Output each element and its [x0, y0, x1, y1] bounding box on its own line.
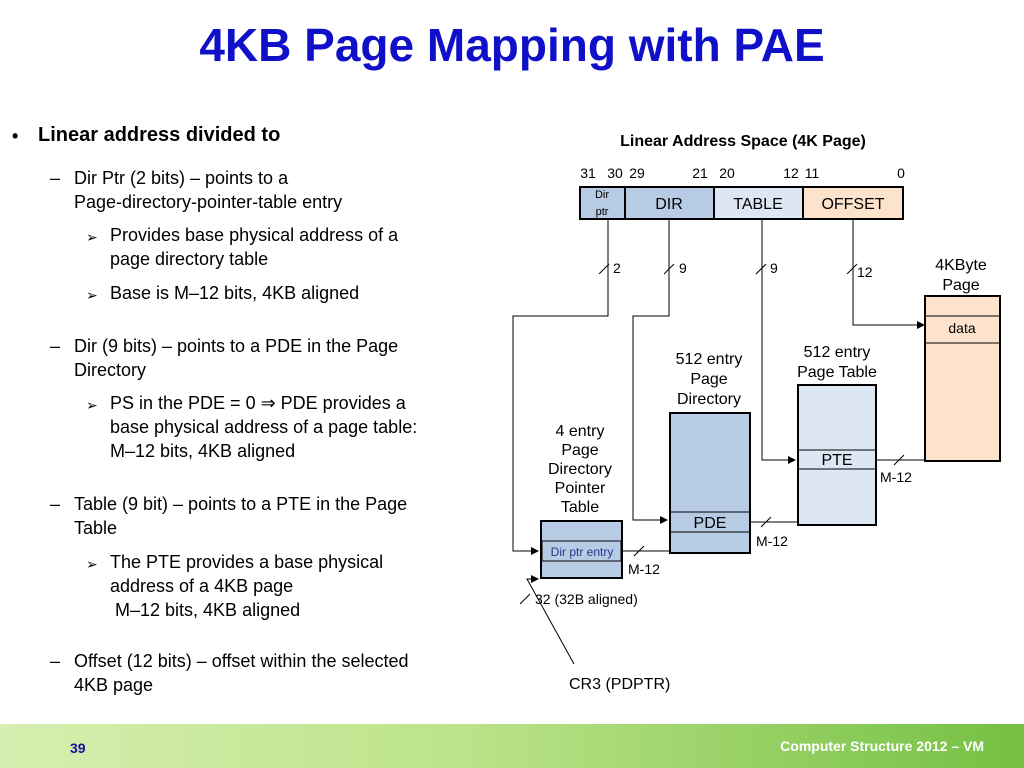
- slide-title: 4KB Page Mapping with PAE: [199, 19, 825, 71]
- pd-label-2: Page: [690, 371, 728, 388]
- bit-30: 30: [607, 165, 623, 181]
- pdpt-label-2: Page: [561, 442, 599, 459]
- bit-0: 0: [897, 165, 905, 181]
- page-label-2: Page: [942, 277, 980, 294]
- width-slash: [756, 264, 766, 274]
- table-sub1-line2: address of a 4KB page: [110, 576, 294, 596]
- pdpt-entry-label: Dir ptr entry: [550, 545, 614, 559]
- width-slash: [520, 594, 530, 604]
- m12-label-pte: M-12: [880, 469, 912, 485]
- bit-20: 20: [719, 165, 735, 181]
- dirptr-sub2: Base is M–12 bits, 4KB aligned: [110, 283, 360, 303]
- dirptr-line1: Dir Ptr (2 bits) – points to a: [74, 168, 289, 188]
- field-table-label: TABLE: [733, 196, 783, 213]
- bit-29: 29: [629, 165, 645, 181]
- offset-line2: 4KB page: [74, 675, 154, 695]
- dirptr-sub1-line1: Provides base physical address of a: [110, 225, 399, 245]
- arrow-bullet-icon: ➢: [86, 556, 98, 572]
- table-arrow: [762, 220, 795, 460]
- dash-marker: –: [50, 494, 61, 514]
- data-label: data: [948, 320, 976, 336]
- bit-21: 21: [692, 165, 708, 181]
- dir-line2: Directory: [74, 360, 147, 380]
- width-9-dir: 9: [679, 260, 687, 276]
- main-bullet: Linear address divided to: [38, 124, 281, 146]
- table-sub1-line3: M–12 bits, 4KB aligned: [110, 600, 301, 620]
- table-line2: Table: [74, 518, 118, 538]
- dirptr-sub1-line2: page directory table: [110, 249, 269, 269]
- dash-marker: –: [50, 168, 61, 188]
- dirptr-line2: Page-directory-pointer-table entry: [74, 192, 343, 212]
- bit-31: 31: [580, 165, 596, 181]
- dir-sub1-line3: M–12 bits, 4KB aligned: [110, 441, 296, 461]
- pt-label-2: Page Table: [797, 364, 877, 381]
- pd-label-1: 512 entry: [675, 351, 743, 368]
- pdpt-label-4: Pointer: [554, 480, 606, 497]
- page-number: 39: [70, 740, 86, 756]
- pte-label: PTE: [821, 452, 853, 469]
- arrow-bullet-icon: ➢: [86, 397, 98, 413]
- dash-marker: –: [50, 336, 61, 356]
- bullet-dot: •: [12, 126, 19, 146]
- m12-label-pde: M-12: [756, 533, 788, 549]
- field-dirptr-label-2: ptr: [595, 206, 609, 218]
- width-12: 12: [857, 264, 873, 280]
- footer-text: Computer Structure 2012 – VM: [780, 738, 984, 754]
- cr3-width-label: 32 (32B aligned): [535, 591, 638, 607]
- arrow-bullet-icon: ➢: [86, 229, 98, 245]
- width-9-table: 9: [770, 260, 778, 276]
- pdpt-label-5: Table: [560, 499, 600, 516]
- pdpt-label-3: Directory: [547, 461, 613, 478]
- dir-arrow: [633, 220, 669, 520]
- m12-label-pdpt: M-12: [628, 561, 660, 577]
- linear-address-header: Linear Address Space (4K Page): [620, 133, 866, 150]
- cr3-label: CR3 (PDPTR): [569, 676, 671, 693]
- offset-line1: Offset (12 bits) – offset within the selected: [74, 651, 409, 671]
- pdpt-label-1: 4 entry: [555, 423, 605, 440]
- width-2: 2: [613, 260, 621, 276]
- bit-12: 12: [783, 165, 799, 181]
- width-slash: [847, 264, 857, 274]
- dir-sub1-line2: base physical address of a page table:: [110, 417, 418, 437]
- pt-label-1: 512 entry: [803, 344, 871, 361]
- field-dirptr-label-1: Dir: [594, 189, 610, 201]
- arrow-bullet-icon: ➢: [86, 287, 98, 303]
- field-dir-label: DIR: [655, 196, 683, 213]
- dir-line1: Dir (9 bits) – points to a PDE in the Page: [74, 336, 399, 356]
- table-line1: Table (9 bit) – points to a PTE in the Page: [74, 494, 408, 514]
- page-label-1: 4KByte: [935, 257, 987, 274]
- table-sub1-line1: The PTE provides a base physical: [110, 552, 384, 572]
- dir-sub1-line1: PS in the PDE = 0 ⇒ PDE provides a: [110, 393, 406, 413]
- bit-11: 11: [804, 165, 820, 181]
- field-offset-label: OFFSET: [821, 196, 885, 213]
- pd-label-3: Directory: [676, 391, 742, 408]
- pde-label: PDE: [693, 515, 727, 532]
- dash-marker: –: [50, 651, 61, 671]
